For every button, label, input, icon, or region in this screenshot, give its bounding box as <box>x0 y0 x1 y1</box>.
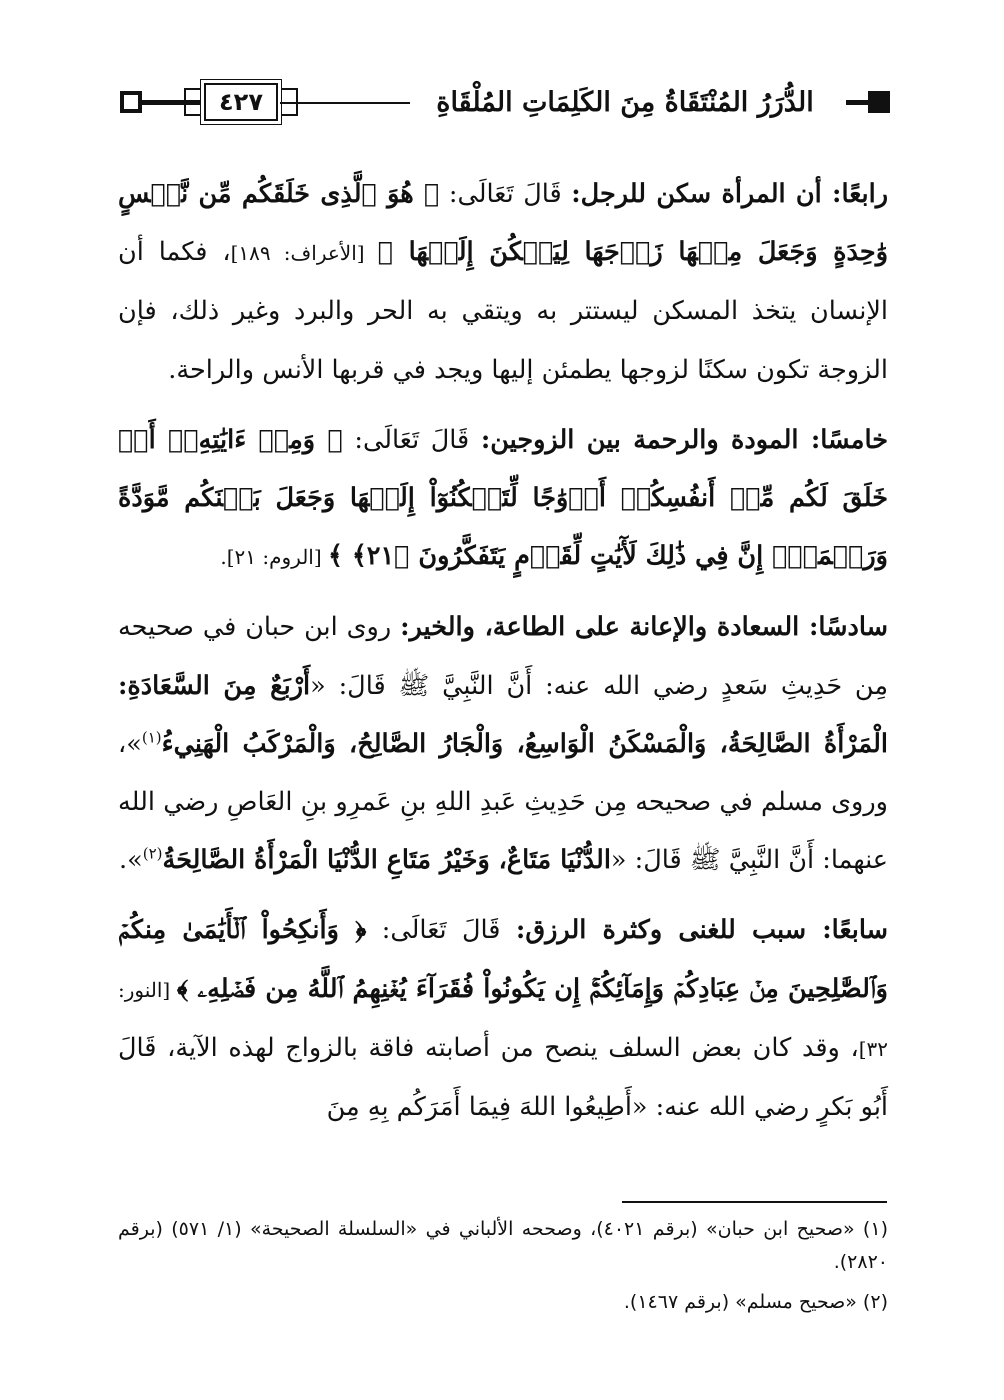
section-heading: خامسًا: المودة والرحمة بين الزوجين: <box>480 424 888 455</box>
footnote-separator <box>622 1201 887 1203</box>
paragraph-text: ، وقد كان بعض السلف ينصح من أصابته فاقة بالزواج لهذه الآية، قَالَ أَبُو بَكرٍ رضي الله عنه: «أَطِيعُوا اللهَ فِيمَا أَمَرَكُم بِهِ مِنَ <box>118 1032 888 1123</box>
hadith-text: أَرْبَعٌ مِنَ السَّعَادَةِ: الْمَرْأَةُ الصَّالِحَةُ، وَالْمَسْكَنُ الْوَاسِعُ، وَالْجَارُ الصَّالِحُ، وَالْمَرْكَبُ الْهَنِيءُ <box>118 670 888 759</box>
header-rule-right <box>846 100 868 105</box>
header-square-ornament-left <box>120 91 142 113</box>
paragraph-seventh <box>118 901 888 1136</box>
running-header <box>112 82 862 124</box>
footnote-marker[interactable]: (١) <box>141 728 162 747</box>
header-rule-thin <box>280 102 410 104</box>
quran-verse: ﴿ هُوَ ٱلَّذِى خَلَقَكُم مِّن نَّفۡسٍ وَٰحِدَةٍ وَجَعَلَ مِنۡهَا زَوۡجَهَا لِيَسۡكُنَ إِلَيۡهَا ﴾ <box>118 179 889 268</box>
section-heading: رابعًا: أن المرأة سكن للرجل: <box>571 179 889 209</box>
paragraph-text: »، وروى مسلم في صحيحه مِن حَدِيثِ عَبدِ اللهِ بنِ عَمرِو بنِ العَاصِ رضي الله عنهما: أَنَّ النَّبِيَّ ﷺ قَالَ: « <box>118 728 888 876</box>
verse-reference: [الروم: ٢١]. <box>220 545 328 570</box>
book-title: الدُّرَرُ المُنْتَقَاةُ مِنَ الكَلِمَاتِ المُلْقَاةِ <box>436 87 814 118</box>
verse-reference: [النور: ٣٢] <box>118 977 888 1061</box>
quran-verse: ﴿ وَمِنۡ ءَايَٰتِهِۦٓ أَنۡ خَلَقَ لَكُم مِّنۡ أَنفُسِكُمۡ أَزۡوَٰجًا لِّتَسۡكُنُوٓاْ إِلَيۡهَا وَجَعَلَ بَيۡنَكُم مَّوَدَّةً وَرَحۡمَةًۚ إِنَّ فِي ذَٰلِكَ لَأٓيَٰتٍ لِّقَوۡمٍ يَتَفَكَّرُونَ ﴿٢١﴾ ﴾ <box>118 424 888 572</box>
quran-verse: ﴿ وَأَنكِحُواْ ٱلۡأَيَٰمَىٰ مِنكُمۡ وَٱلصَّٰلِحِينَ مِنۡ عِبَادِكُمۡ وَإِمَآئِكُمۡۚ إِن يَكُونُواْ فُقَرَآءَ يُغۡنِهِمُ ٱللَّهُ مِن فَضۡلِهِۦ ﴾ <box>118 915 888 1004</box>
section-heading: سابعًا: سبب للغنى وكثرة الرزق: <box>515 915 888 946</box>
header-square-ornament-right <box>868 91 890 113</box>
intro-text: قَالَ تَعَالَى: <box>439 179 572 209</box>
section-heading: سادسًا: السعادة والإعانة على الطاعة، والخير: <box>400 612 888 643</box>
paragraph-text: روى ابن حبان في صحيحه مِن حَدِيثِ سَعدٍ رضي الله عنه: أَنَّ النَّبِيَّ ﷺ قَالَ: « <box>118 612 889 701</box>
intro-text: قَالَ تَعَالَى: <box>342 424 481 455</box>
intro-text: قَالَ تَعَالَى: <box>366 915 516 946</box>
header-rule-left <box>142 100 200 105</box>
footnotes <box>118 1213 888 1326</box>
paragraph-sixth <box>118 598 888 889</box>
main-text <box>118 165 888 1148</box>
paragraph-fourth <box>118 165 888 399</box>
paragraph-text: ». <box>119 845 143 876</box>
footnote-1: (١) «صحيح ابن حبان» (برقم ٤٠٢١)، وصححه الألباني في «السلسلة الصحيحة» (١/ ٥٧١) (برقم ٢٨٢٠). <box>118 1218 888 1273</box>
hadith-text: الدُّنْيَا مَتَاعٌ، وَخَيْرُ مَتَاعِ الدُّنْيَا الْمَرْأَةُ الصَّالِحَةُ <box>162 845 611 876</box>
page-number: ٤٢٧ <box>204 83 278 121</box>
footnote-2: (٢) «صحيح مسلم» (برقم ١٤٦٧). <box>623 1291 888 1313</box>
frame-ornament-icon <box>282 88 298 116</box>
verse-reference: [الأعراف: ١٨٩] <box>230 241 378 266</box>
paragraph-fifth <box>118 411 888 587</box>
footnote-marker[interactable]: (٢) <box>142 844 163 863</box>
paragraph-text: ، فكما أن الإنسان يتخذ المسكن ليستتر به ويتقي به الحر والبرد وغير ذلك، فإن الزوجة تكون سكنًا لزوجها يطمئن إليها ويجد في قربها الأنس والراحة. <box>118 237 888 385</box>
